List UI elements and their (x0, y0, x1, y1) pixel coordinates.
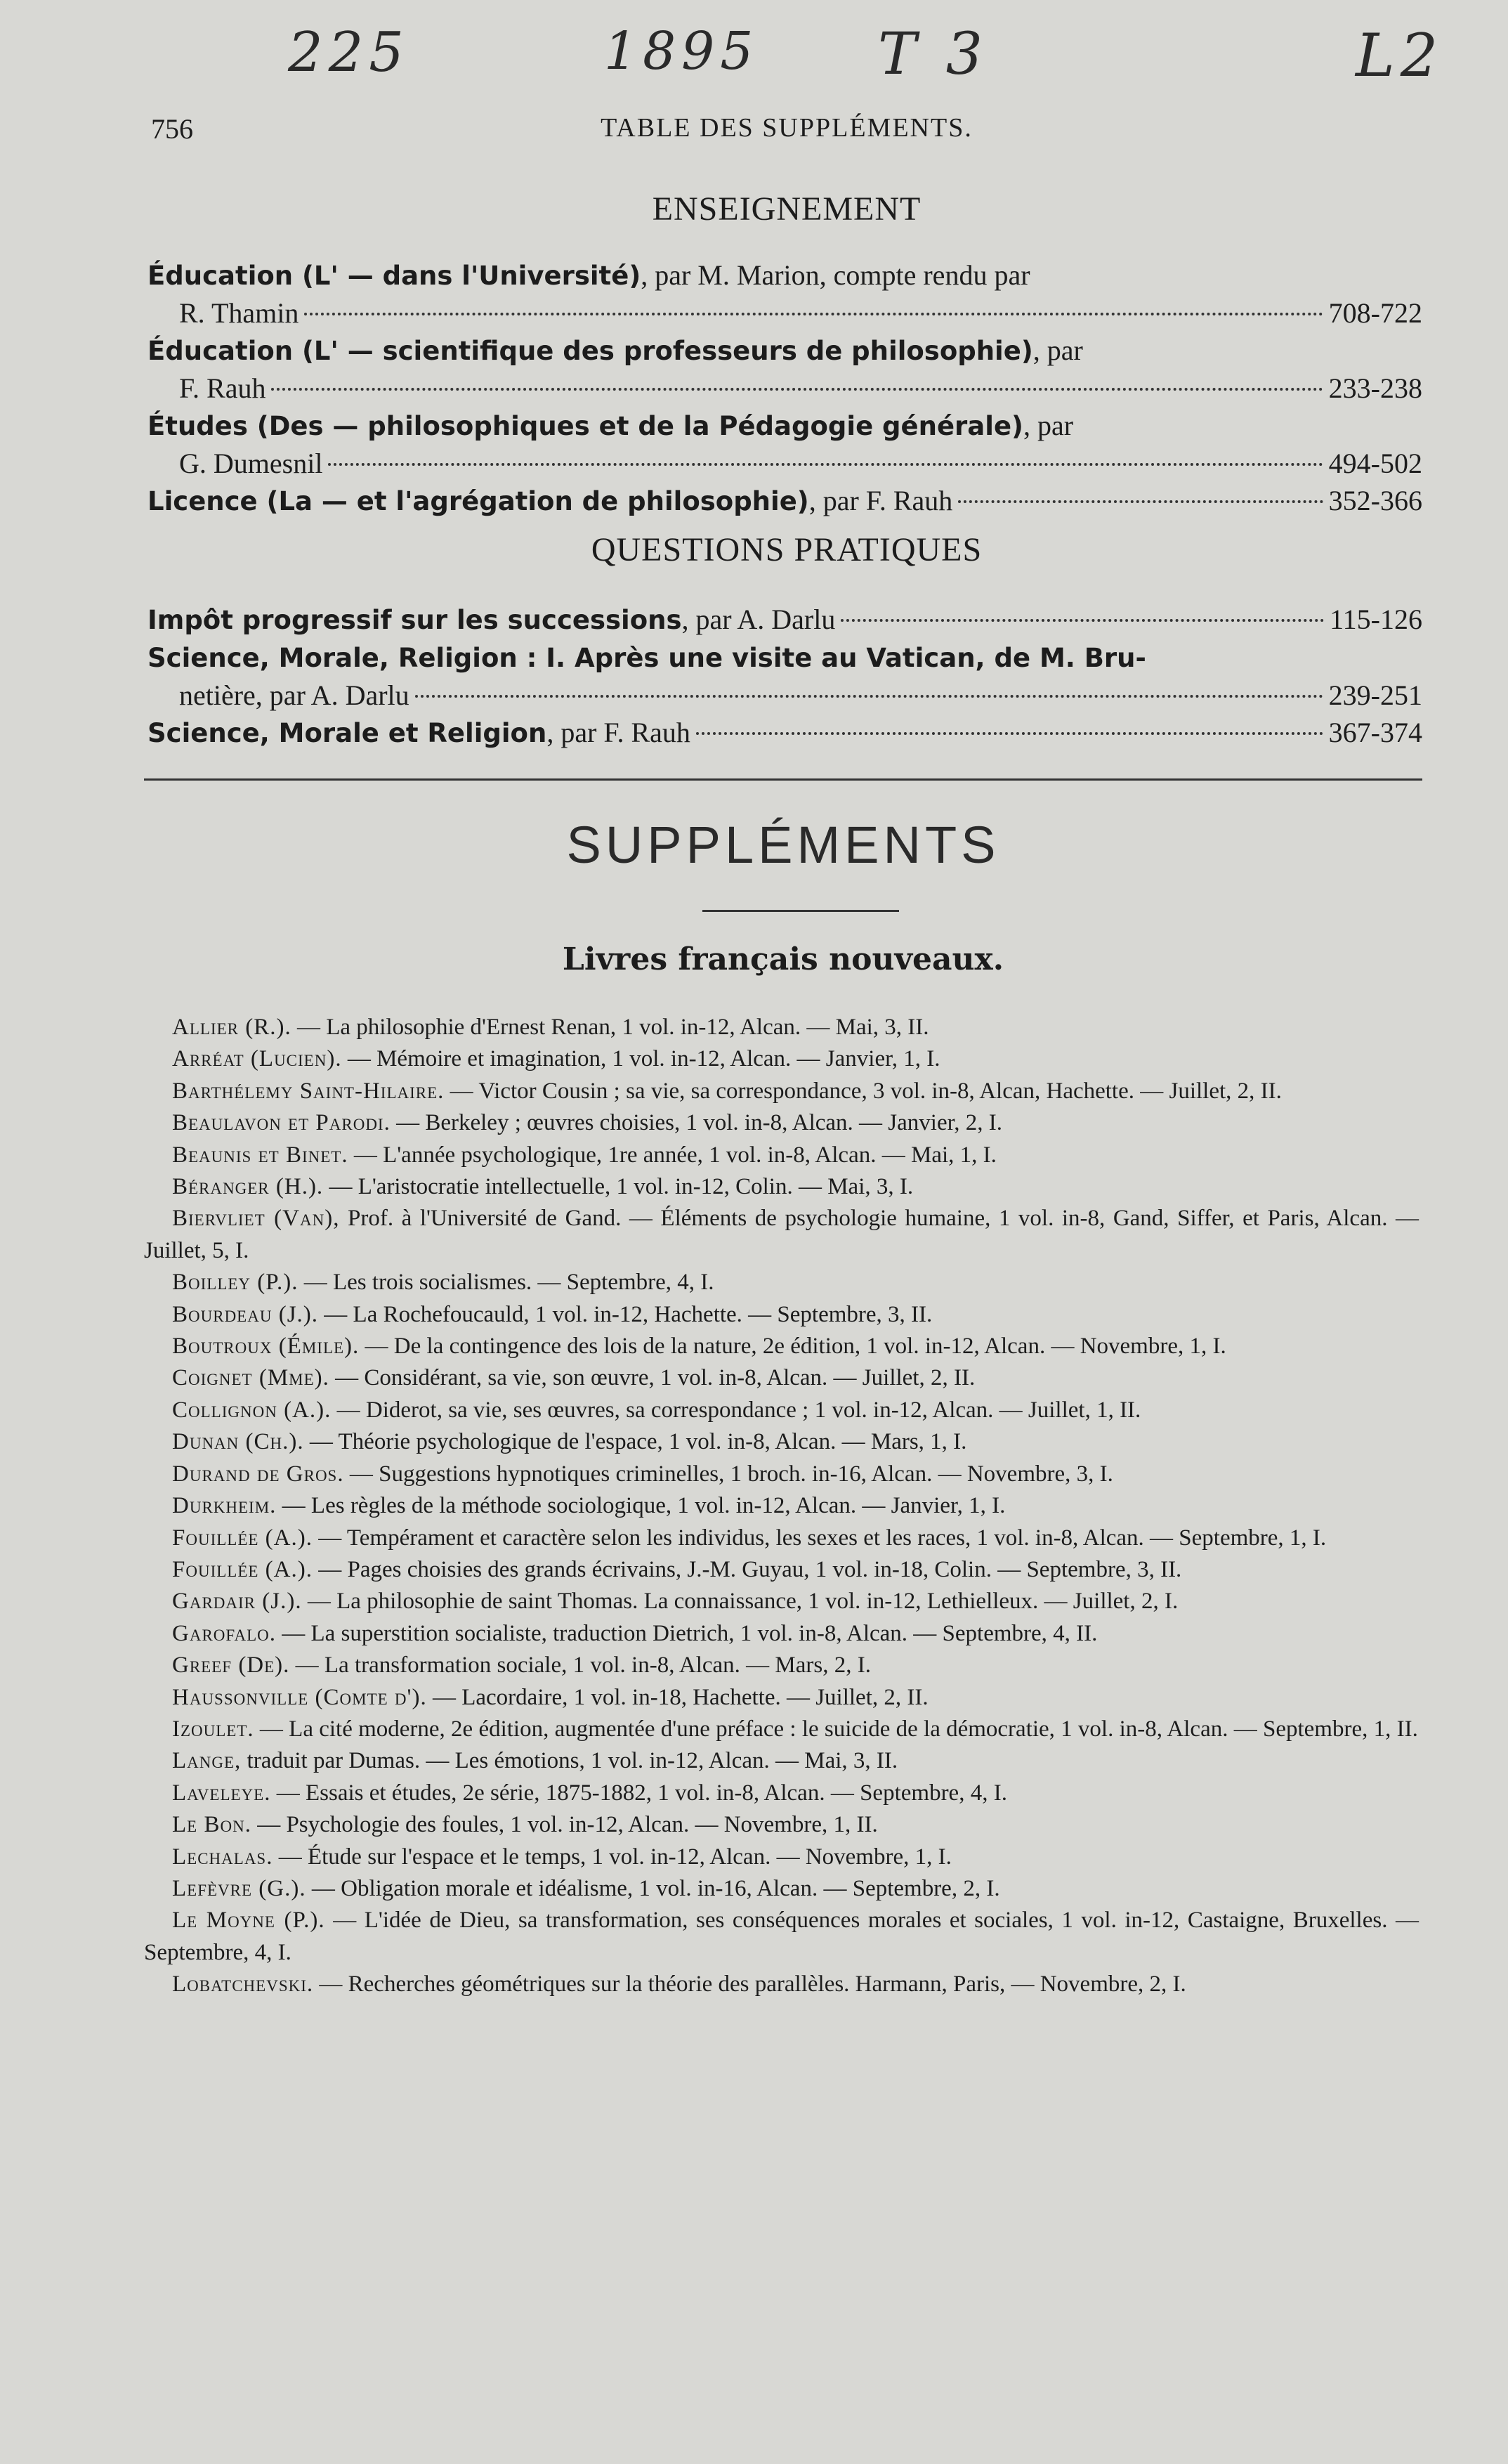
entry-author: Collignon (A.). (172, 1397, 332, 1423)
entry-text: — Les règles de la méthode sociologique, 1 vol. in-12, Alcan. — Janvier, 1, I. (276, 1493, 1006, 1519)
toc-byline: , par F. Rauh (808, 485, 953, 516)
entry-text: — La philosophie de saint Thomas. La connaissance, 1 vol. in-12, Lethielleux. — Juillet, 2, I. (301, 1589, 1179, 1615)
entry-author: Lechalas. (172, 1844, 273, 1870)
book-entry (144, 1331, 1419, 1362)
toc-byline: netière, par A. Darlu (179, 679, 409, 711)
toc-pages: 233-238 (1328, 372, 1422, 404)
section-title-questions-pratiques: QUESTIONS PRATIQUES (591, 531, 983, 568)
book-entry (144, 1490, 1419, 1522)
toc-line (147, 677, 1422, 714)
entry-author: Le Moyne (P.). (172, 1908, 325, 1934)
book-list (144, 1012, 1419, 2001)
toc-enseignement (147, 256, 1422, 520)
entry-text: — Pages choisies des grands écrivains, J.-M. Guyau, 1 vol. in-18, Colin. — Septembre, 3, II. (313, 1556, 1182, 1582)
toc-entry (147, 256, 1422, 332)
toc-rest: , par M. Marion, compte rendu par (641, 259, 1030, 291)
entry-text: — Considérant, sa vie, son œuvre, 1 vol. in-8, Alcan. — Juillet, 2, II. (329, 1365, 976, 1391)
book-entry (144, 1362, 1419, 1394)
book-entry (144, 1523, 1419, 1554)
leader-dots (841, 619, 1324, 622)
toc-pages: 367-374 (1328, 717, 1422, 748)
toc-byline: R. Thamin (179, 297, 299, 329)
entry-author: Le Bon. (172, 1812, 251, 1838)
leader-dots (271, 388, 1323, 391)
toc-subject: Éducation (L' — dans l'Université) (147, 261, 641, 291)
entry-text: — Recherches géométriques sur la théorie des parallèles. Harmann, Paris, — Novembre, 2, I. (313, 1971, 1186, 1997)
entry-author: Boutroux (Émile). (172, 1334, 360, 1360)
entry-author: Coignet (Mme). (172, 1365, 329, 1391)
entry-author: Garofalo. (172, 1620, 276, 1646)
toc-pages: 494-502 (1328, 448, 1422, 479)
entry-author: Haussonville (Comte d'). (172, 1684, 427, 1710)
entry-author: Greef (De). (172, 1653, 290, 1678)
book-entry (144, 1778, 1419, 1809)
toc-line (147, 601, 1422, 639)
leader-dots (696, 732, 1323, 735)
entry-author: Fouillée (A.). (172, 1556, 313, 1582)
entry-author: Beaunis et Binet. (172, 1142, 348, 1168)
book-entry (144, 1905, 1419, 1969)
book-entry (144, 1459, 1419, 1490)
supplements-subtitle: Livres français nouveaux. (562, 941, 1004, 977)
entry-text: — La transformation sociale, 1 vol. in-8, Alcan. — Mars, 2, I. (289, 1653, 871, 1678)
entry-text: — Berkeley ; œuvres choisies, 1 vol. in-8, Alcan. — Janvier, 2, I. (390, 1110, 1003, 1136)
book-entry (144, 1299, 1419, 1331)
short-rule (702, 910, 899, 912)
toc-pages: 352-366 (1328, 485, 1422, 516)
entry-author: Barthélemy Saint-Hilaire. (172, 1078, 445, 1104)
book-entry (144, 1554, 1419, 1586)
book-entry (144, 1842, 1419, 1873)
toc-subject: Licence (La — et l'agrégation de philosophie) (147, 486, 809, 516)
toc-line (147, 332, 1422, 370)
entry-text: — Théorie psychologique de l'espace, 1 vol. in-8, Alcan. — Mars, 1, I. (303, 1429, 967, 1455)
leader-dots (415, 695, 1323, 698)
entry-author: Gardair (J.). (172, 1589, 302, 1615)
toc-entry (147, 332, 1422, 407)
entry-text: traduit par Dumas. — Les émotions, 1 vol. in-12, Alcan. — Mai, 3, II. (241, 1748, 898, 1774)
book-entry (144, 1140, 1419, 1171)
book-entry (144, 1076, 1419, 1107)
book-entry (144, 1873, 1419, 1905)
handwritten-note-4: L2 (1356, 21, 1444, 90)
book-entry (144, 1809, 1419, 1841)
entry-author: Bourdeau (J.). (172, 1301, 319, 1327)
handwritten-note-1: 225 (288, 21, 409, 84)
book-entry (144, 1012, 1419, 1043)
page-header (151, 112, 1422, 155)
toc-line (147, 714, 1422, 752)
entry-text: Prof. à l'Université de Gand. — Éléments de psychologie humaine, 1 vol. in-8, Gand, Siffer, et Paris, Alcan. — Juillet, 5, I. (144, 1206, 1420, 1263)
entry-author: Durkheim. (172, 1493, 277, 1519)
entry-text: — Les trois socialismes. — Septembre, 4, I. (298, 1270, 714, 1296)
toc-subject: Études (Des — philosophiques et de la Pédagogie générale) (147, 411, 1023, 441)
toc-byline: , par A. Darlu (681, 604, 836, 635)
toc-entry (147, 407, 1422, 482)
entry-author: Biervliet (Van), (172, 1206, 340, 1232)
toc-entry (147, 714, 1422, 752)
toc-rest: , par (1032, 334, 1083, 366)
book-entry (144, 1267, 1419, 1298)
entry-text: — Mémoire et imagination, 1 vol. in-12, Alcan. — Janvier, 1, I. (341, 1046, 940, 1072)
entry-author: Laveleye. (172, 1780, 271, 1806)
book-entry (144, 1745, 1419, 1777)
entry-text: — Obligation morale et idéalisme, 1 vol. in-16, Alcan. — Septembre, 2, I. (306, 1875, 1000, 1901)
toc-subject: Science, Morale et Religion (147, 718, 547, 748)
toc-byline: G. Dumesnil (179, 448, 323, 479)
entry-author: Lobatchevski. (172, 1971, 314, 1997)
entry-author: Durand de Gros. (172, 1461, 344, 1487)
toc-line (147, 482, 1422, 520)
toc-line (147, 370, 1422, 407)
book-entry (144, 1682, 1419, 1714)
entry-author: Lange, (172, 1748, 242, 1774)
entry-author: Arréat (Lucien). (172, 1046, 342, 1072)
entry-author: Beaulavon et Parodi. (172, 1110, 391, 1136)
toc-entry (147, 482, 1422, 520)
toc-pages: 115-126 (1330, 604, 1422, 635)
book-entry (144, 1043, 1419, 1075)
toc-pages: 708-722 (1328, 297, 1422, 329)
section-title-enseignement: ENSEIGNEMENT (652, 190, 922, 228)
entry-author: Lefèvre (G.). (172, 1875, 306, 1901)
toc-line (147, 639, 1422, 677)
entry-text: — Diderot, sa vie, ses œuvres, sa correspondance ; 1 vol. in-12, Alcan. — Juillet, 1, II. (331, 1397, 1141, 1423)
leader-dots (328, 463, 1323, 466)
entry-author: Allier (R.). (172, 1015, 291, 1040)
entry-text: — Suggestions hypnotiques criminelles, 1 broch. in-16, Alcan. — Novembre, 3, I. (343, 1461, 1113, 1487)
entry-text: — Lacordaire, 1 vol. in-18, Hachette. — Juillet, 2, II. (426, 1684, 929, 1710)
book-entry (144, 1650, 1419, 1681)
book-entry (144, 1107, 1419, 1139)
book-entry (144, 1171, 1419, 1203)
handwritten-note-3: T 3 (878, 21, 988, 88)
entry-text: — Psychologie des foules, 1 vol. in-12, Alcan. — Novembre, 1, II. (251, 1812, 878, 1838)
book-entry (144, 1426, 1419, 1458)
toc-questions-pratiques (147, 601, 1422, 752)
toc-line (147, 445, 1422, 482)
entry-text: — L'aristocratie intellectuelle, 1 vol. in-12, Colin. — Mai, 3, I. (323, 1174, 914, 1200)
book-entry (144, 1203, 1419, 1267)
entry-author: Béranger (H.). (172, 1174, 324, 1200)
supplements-title: SUPPLÉMENTS (566, 816, 1000, 874)
toc-subject: Impôt progressif sur les successions (147, 605, 682, 635)
entry-text: — De la contingence des lois de la nature, 2e édition, 1 vol. in-12, Alcan. — Novembre, 1, I. (359, 1334, 1226, 1360)
leader-dots (958, 500, 1323, 503)
book-entry (144, 1969, 1419, 2000)
book-entry (144, 1714, 1419, 1745)
toc-rest: , par (1023, 410, 1074, 441)
toc-byline: , par F. Rauh (546, 717, 690, 748)
entry-text: — Tempérament et caractère selon les individus, les sexes et les races, 1 vol. in-8, Alcan. — Septembre, 1, I. (313, 1525, 1327, 1551)
toc-subject: Éducation (L' — scientifique des professeurs de philosophie) (147, 336, 1033, 366)
entry-author: Izoulet. (172, 1716, 254, 1742)
entry-text: — Étude sur l'espace et le temps, 1 vol. in-12, Alcan. — Novembre, 1, I. (273, 1844, 952, 1870)
entry-text: — L'idée de Dieu, sa transformation, ses conséquences morales et sociales, 1 vol. in-12, Castaigne, Bruxelles. — Septembre, 4, I. (144, 1908, 1419, 1965)
entry-author: Dunan (Ch.). (172, 1429, 304, 1455)
toc-line (147, 294, 1422, 332)
horizontal-rule (144, 778, 1422, 781)
entry-text: — L'année psychologique, 1re année, 1 vol. in-8, Alcan. — Mai, 1, I. (348, 1142, 997, 1168)
book-entry (144, 1395, 1419, 1426)
entry-text: — Essais et études, 2e série, 1875-1882, 1 vol. in-8, Alcan. — Septembre, 4, I. (270, 1780, 1007, 1806)
leader-dots (304, 313, 1323, 315)
entry-text: — La cité moderne, 2e édition, augmentée d'une préface : le suicide de la démocratie, 1 vol. in-8, Alcan. — Septembre, 1, II. (254, 1716, 1418, 1742)
toc-entry (147, 639, 1422, 714)
page-number: 756 (151, 113, 193, 145)
toc-line (147, 407, 1422, 445)
entry-text: — Victor Cousin ; sa vie, sa correspondance, 3 vol. in-8, Alcan, Hachette. — Juillet, 2, II. (444, 1078, 1282, 1104)
entry-text: — La Rochefoucauld, 1 vol. in-12, Hachette. — Septembre, 3, II. (318, 1301, 933, 1327)
entry-author: Fouillée (A.). (172, 1525, 313, 1551)
running-title: TABLE DES SUPPLÉMENTS. (601, 113, 973, 143)
toc-entry (147, 601, 1422, 639)
entry-author: Boilley (P.). (172, 1270, 299, 1296)
toc-line (147, 256, 1422, 294)
handwritten-note-2: 1895 (604, 21, 759, 82)
toc-byline: F. Rauh (179, 372, 266, 404)
toc-subject: Science, Morale, Religion : I. Après une visite au Vatican, de M. Bru- (147, 643, 1146, 673)
entry-text: — La philosophie d'Ernest Renan, 1 vol. in-12, Alcan. — Mai, 3, II. (291, 1015, 929, 1040)
book-entry (144, 1618, 1419, 1650)
toc-pages: 239-251 (1328, 679, 1422, 711)
entry-text: — La superstition socialiste, traduction Dietrich, 1 vol. in-8, Alcan. — Septembre, 4, II. (276, 1620, 1098, 1646)
book-entry (144, 1586, 1419, 1617)
